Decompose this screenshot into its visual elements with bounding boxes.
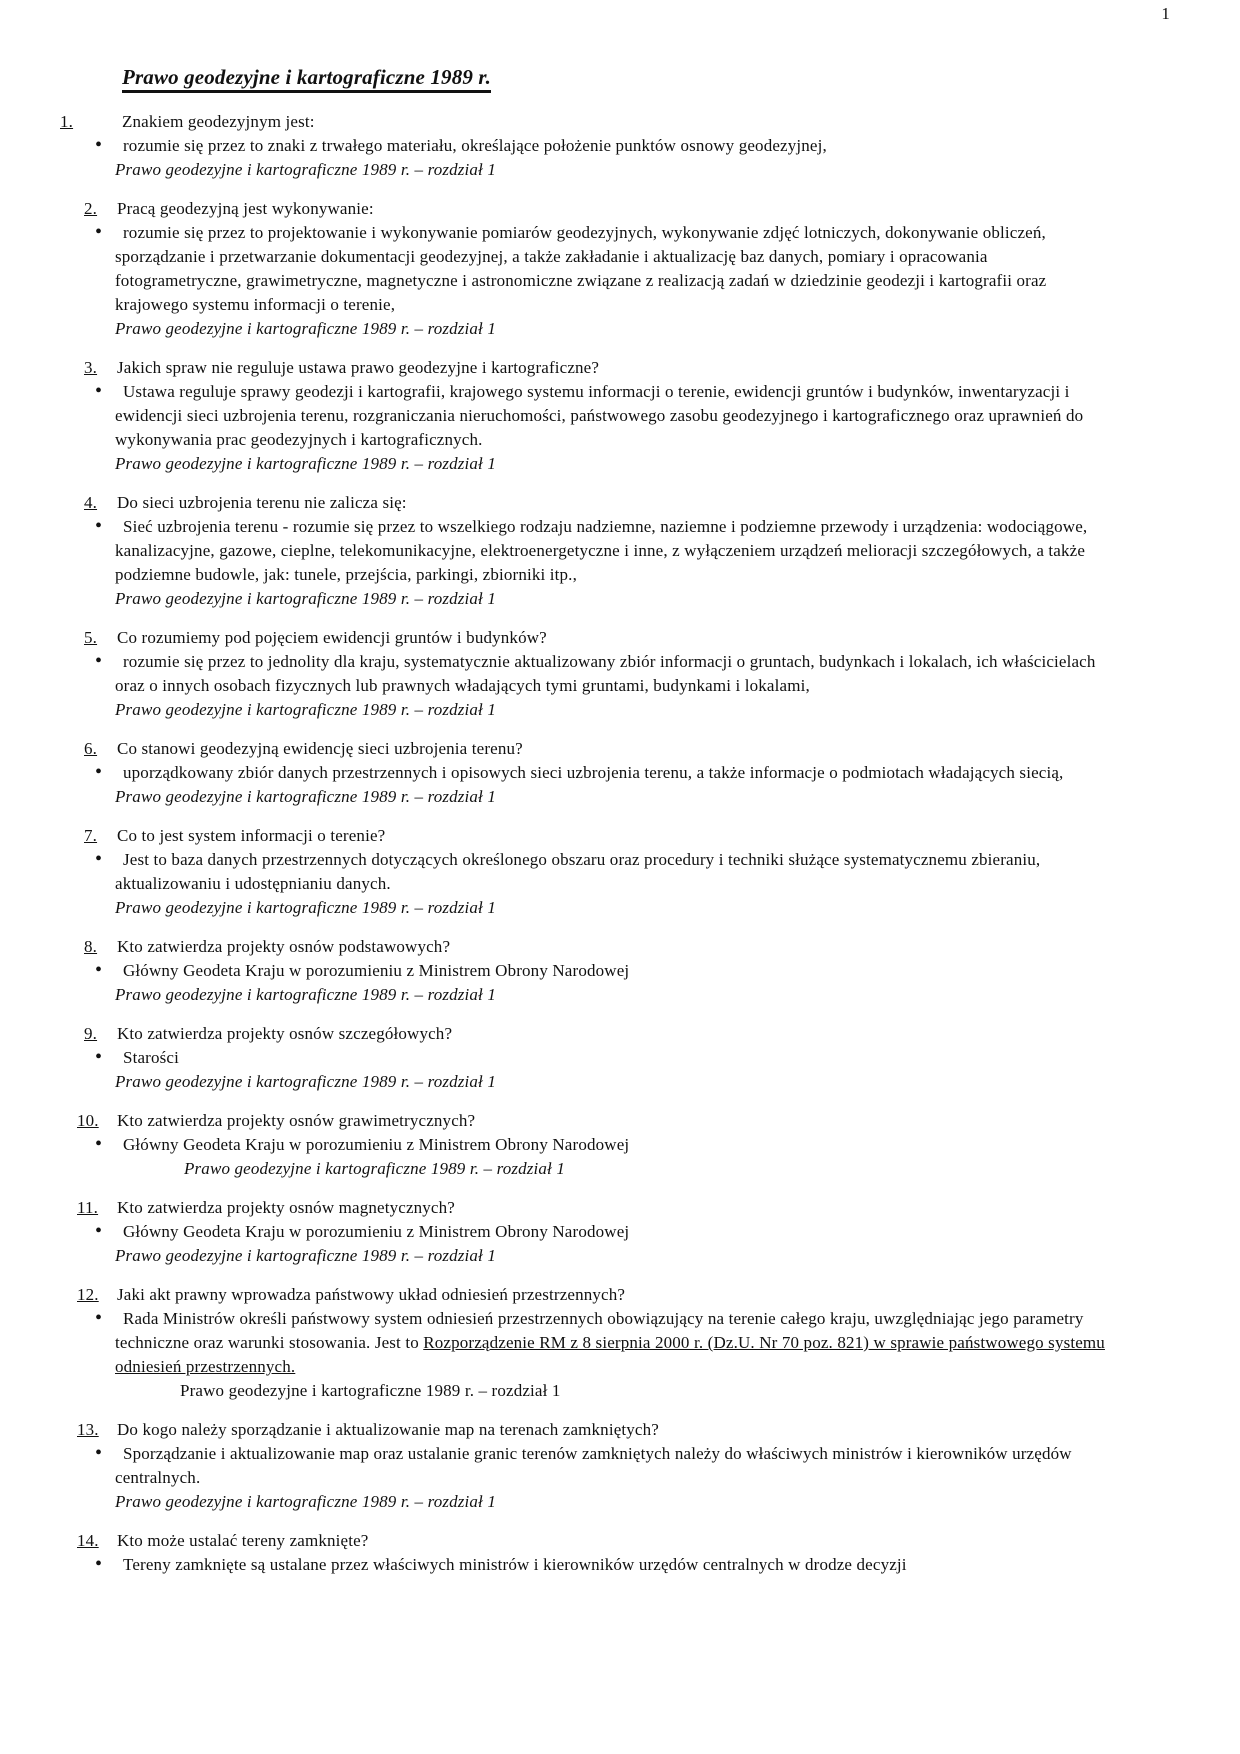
citation-text: Prawo geodezyjne i kartograficzne 1989 r. – rozdział 1 (115, 1246, 496, 1265)
question-text: Jakich spraw nie reguluje ustawa prawo geodezyjne i kartograficzne? (117, 358, 600, 377)
citation-text: Prawo geodezyjne i kartograficzne 1989 r. – rozdział 1 (184, 1159, 565, 1178)
answer-row (115, 134, 1106, 158)
question-number: 9. (84, 1024, 98, 1043)
question-text: Kto może ustalać tereny zamknięte? (117, 1531, 369, 1550)
answer-segment: Tereny zamknięte są ustalane przez właściwych ministrów i kierowników urzędów centralnych w drodze decyzji (123, 1555, 907, 1574)
qa-item (77, 1109, 1106, 1181)
answer-text (115, 221, 1106, 317)
answer-segment: Sporządzanie i aktualizowanie map oraz ustalanie granic terenów zamkniętych należy do właściwych ministrów i kierowników urzędów centralnych. (115, 1444, 1072, 1487)
question-text: Kto zatwierdza projekty osnów magnetycznych? (117, 1198, 455, 1217)
page-title (122, 64, 1106, 90)
answer-text (115, 134, 1106, 158)
qa-item (84, 1022, 1106, 1094)
answer-row (115, 515, 1106, 587)
question-row (84, 935, 1106, 959)
citation-text: Prawo geodezyjne i kartograficzne 1989 r. – rozdział 1 (115, 898, 496, 917)
question-text: Jaki akt prawny wprowadza państwowy układ odniesień przestrzennych? (117, 1285, 626, 1304)
question-text: Do kogo należy sporządzanie i aktualizowanie map na terenach zamkniętych? (117, 1420, 659, 1439)
answer-segment: Ustawa reguluje sprawy geodezji i kartografii, krajowego systemu informacji o terenie, ewidencji gruntów i budynków, inwentaryzacji i ewidencji sieci uzbrojenia terenu, rozgraniczania nieruchomości, państwowego zasobu geodezyjnego i kartograficznego oraz uprawnień do wykonywania prac geodezyjnych i kartograficznych. (115, 382, 1084, 449)
qa-list (60, 110, 1106, 1577)
answer-text (115, 761, 1106, 785)
answer-row (115, 1133, 1106, 1157)
question-row (84, 824, 1106, 848)
question-number: 10. (77, 1111, 99, 1130)
qa-item (84, 626, 1106, 722)
answer-row (115, 1307, 1106, 1379)
question-row (84, 737, 1106, 761)
answer-row (115, 380, 1106, 452)
question-number: 13. (77, 1420, 99, 1439)
answer-segment: rozumie się przez to jednolity dla kraju, systematycznie aktualizowany zbiór informacji o gruntach, budynkach i lokalach, ich właścicielach oraz o innych osobach fizycznych lub prawnych władających tymi gruntami, budynkami i lokalami, (115, 652, 1096, 695)
citation-text: Prawo geodezyjne i kartograficzne 1989 r. – rozdział 1 (115, 319, 496, 338)
answer-row (115, 1220, 1106, 1244)
question-number: 2. (84, 199, 98, 218)
answer-row (115, 1553, 1106, 1577)
answer-text (115, 1046, 1106, 1070)
question-number: 1. (60, 112, 74, 131)
qa-item (77, 1418, 1106, 1514)
question-text: Co stanowi geodezyjną ewidencję sieci uzbrojenia terenu? (117, 739, 523, 758)
question-text: Co to jest system informacji o terenie? (117, 826, 386, 845)
qa-item (60, 110, 1106, 182)
qa-item (84, 737, 1106, 809)
question-text: Do sieci uzbrojenia terenu nie zalicza się: (117, 493, 407, 512)
answer-underlined-segment: Rozporządzenie RM z 8 sierpnia 2000 r. (Dz.U. Nr 70 poz. 821) w sprawie państwowego systemu odniesień przestrzennych. (115, 1333, 1105, 1376)
question-number: 5. (84, 628, 98, 647)
qa-item (84, 824, 1106, 920)
answer-segment: Jest to baza danych przestrzennych dotyczących określonego obszaru oraz procedury i techniki służące systematycznemu zbieraniu, aktualizowaniu i udostępnianiu danych. (115, 850, 1041, 893)
answer-text (115, 1307, 1106, 1379)
question-text: Znakiem geodezyjnym jest: (122, 112, 315, 131)
answer-segment: Główny Geodeta Kraju w porozumieniu z Ministrem Obrony Narodowej (123, 1222, 630, 1241)
citation-text: Prawo geodezyjne i kartograficzne 1989 r. – rozdział 1 (115, 1492, 496, 1511)
answer-row (115, 761, 1106, 785)
answer-text (115, 1220, 1106, 1244)
question-row (84, 626, 1106, 650)
qa-item (84, 491, 1106, 611)
answer-row (115, 650, 1106, 698)
answer-text (115, 1553, 1106, 1577)
answer-text (115, 1133, 1106, 1157)
answer-segment: Sieć uzbrojenia terenu - rozumie się przez to wszelkiego rodzaju nadziemne, naziemne i podziemne przewody i urządzenia: wodociągowe, kanalizacyjne, gazowe, cieplne, telekomunikacyjne, elektroenergetyczne i inne, z wyłączeniem urządzeń melioracji szczegółowych, a także podziemne budowle, jak: tunele, przejścia, parkingi, zbiorniki itp., (115, 517, 1088, 584)
qa-item (77, 1283, 1106, 1403)
question-number: 8. (84, 937, 98, 956)
answer-row (115, 959, 1106, 983)
citation-text: Prawo geodezyjne i kartograficzne 1989 r. – rozdział 1 (115, 787, 496, 806)
answer-segment: Rada Ministrów określi państwowy system odniesień przestrzennych obowiązujący na terenie całego kraju, uwzględniając jego parametry techniczne oraz warunki stosowania. Jest to (115, 1309, 1084, 1352)
answer-segment: rozumie się przez to projektowanie i wykonywanie pomiarów geodezyjnych, wykonywanie zdjęć lotniczych, dokonywanie obliczeń, sporządzanie i przetwarzanie dokumentacji geodezyjnej, a także zakładanie i aktualizację baz danych, pomiary i opracowania fotogrametryczne, grawimetryczne, magnetyczne i astronomiczne związane z realizacją zadań w dziedzinie geodezji i kartografii oraz krajowego systemu informacji o terenie, (115, 223, 1047, 314)
question-number: 7. (84, 826, 98, 845)
question-row (84, 491, 1106, 515)
answer-segment: uporządkowany zbiór danych przestrzennych i opisowych sieci uzbrojenia terenu, a także informacje o podmiotach władających siecią, (123, 763, 1064, 782)
question-row (60, 110, 1106, 134)
question-row (77, 1529, 1106, 1553)
answer-row (115, 1442, 1106, 1490)
answer-text (115, 515, 1106, 587)
citation-text: Prawo geodezyjne i kartograficzne 1989 r. – rozdział 1 (115, 1072, 496, 1091)
question-number: 14. (77, 1531, 99, 1550)
question-text: Kto zatwierdza projekty osnów szczegółowych? (117, 1024, 453, 1043)
answer-row (115, 221, 1106, 317)
answer-segment: Główny Geodeta Kraju w porozumieniu z Ministrem Obrony Narodowej (123, 961, 630, 980)
citation-text: Prawo geodezyjne i kartograficzne 1989 r. – rozdział 1 (115, 454, 496, 473)
citation-text: Prawo geodezyjne i kartograficzne 1989 r. – rozdział 1 (115, 700, 496, 719)
citation-text: Prawo geodezyjne i kartograficzne 1989 r. – rozdział 1 (115, 985, 496, 1004)
question-text: Kto zatwierdza projekty osnów grawimetrycznych? (117, 1111, 476, 1130)
question-row (84, 356, 1106, 380)
qa-item (84, 197, 1106, 341)
qa-item (84, 935, 1106, 1007)
citation-text: Prawo geodezyjne i kartograficzne 1989 r. – rozdział 1 (180, 1381, 561, 1400)
question-number: 3. (84, 358, 98, 377)
question-text: Kto zatwierdza projekty osnów podstawowych? (117, 937, 451, 956)
answer-text (115, 650, 1106, 698)
question-row (77, 1283, 1106, 1307)
answer-text (115, 848, 1106, 896)
question-number: 12. (77, 1285, 99, 1304)
question-row (84, 1022, 1106, 1046)
question-row (77, 1196, 1106, 1220)
answer-segment: Główny Geodeta Kraju w porozumieniu z Ministrem Obrony Narodowej (123, 1135, 630, 1154)
question-text: Co rozumiemy pod pojęciem ewidencji gruntów i budynków? (117, 628, 547, 647)
question-number: 11. (77, 1198, 99, 1217)
question-row (84, 197, 1106, 221)
question-row (77, 1418, 1106, 1442)
citation-text: Prawo geodezyjne i kartograficzne 1989 r. – rozdział 1 (115, 589, 496, 608)
answer-text (115, 380, 1106, 452)
qa-item (84, 356, 1106, 476)
qa-item (77, 1529, 1106, 1577)
question-number: 4. (84, 493, 98, 512)
answer-segment: Starości (123, 1048, 179, 1067)
page-number: 1 (1161, 4, 1170, 23)
answer-text (115, 959, 1106, 983)
page-title-text: Prawo geodezyjne i kartograficzne 1989 r. (122, 65, 491, 93)
answer-row (115, 848, 1106, 896)
answer-row (115, 1046, 1106, 1070)
question-text: Pracą geodezyjną jest wykonywanie: (117, 199, 374, 218)
document-content (60, 64, 1106, 1592)
answer-text (115, 1442, 1106, 1490)
question-number: 6. (84, 739, 98, 758)
qa-item (77, 1196, 1106, 1268)
answer-segment: rozumie się przez to znaki z trwałego materiału, określające położenie punktów osnowy geodezyjnej, (123, 136, 827, 155)
citation-text: Prawo geodezyjne i kartograficzne 1989 r. – rozdział 1 (115, 160, 496, 179)
question-row (77, 1109, 1106, 1133)
